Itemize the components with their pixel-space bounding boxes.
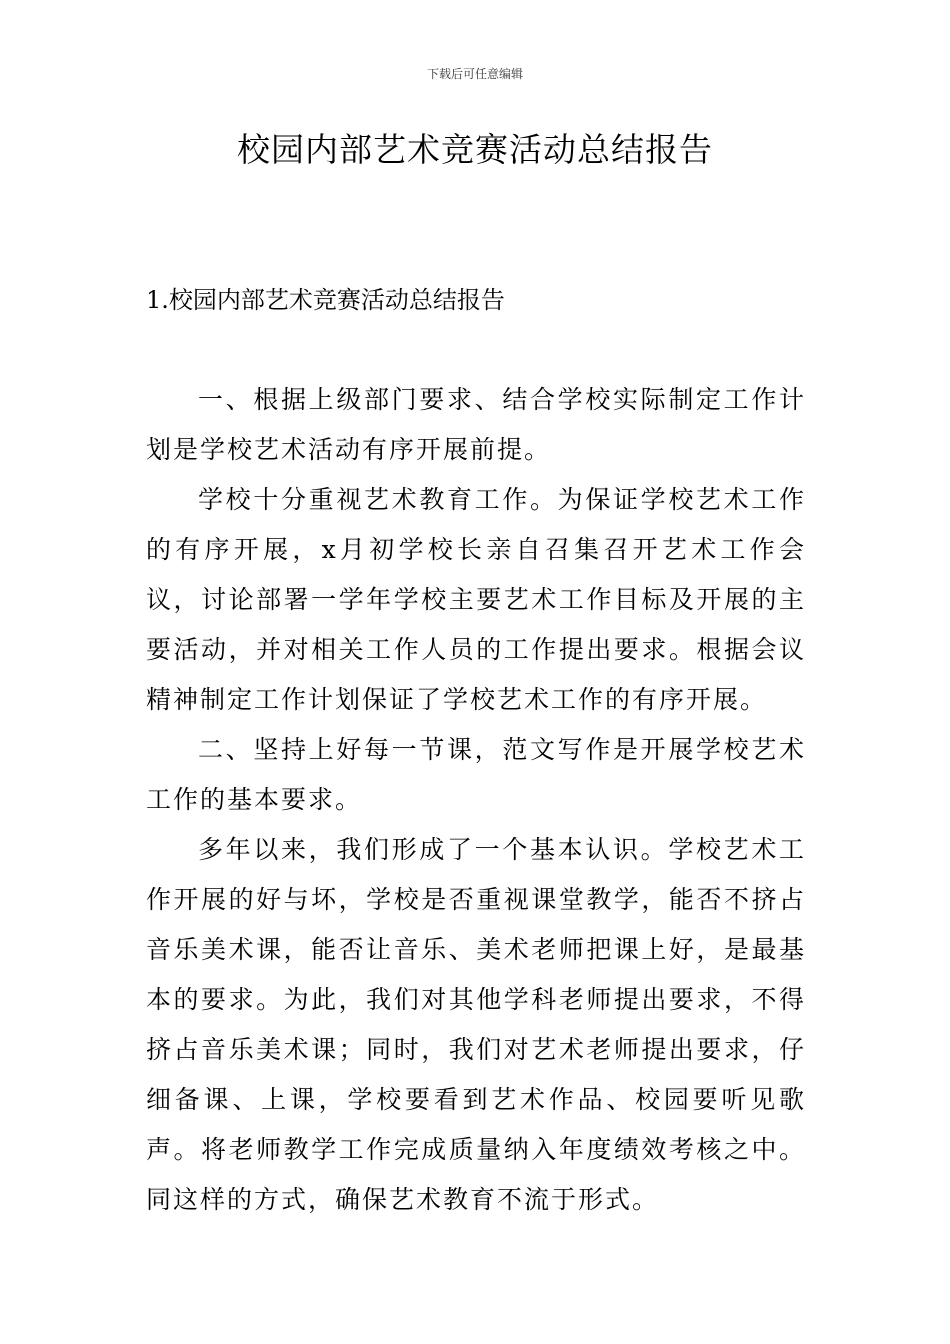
document-title: 校园内部艺术竞赛活动总结报告 (237, 130, 713, 169)
paragraph-1: 一、根据上级部门要求、结合学校实际制定工作计划是学校艺术活动有序开展前提。 (146, 385, 806, 464)
section-heading: 1.校园内部艺术竞赛活动总结报告 (146, 286, 505, 314)
paragraph-3: 二、坚持上好每一节课，范文写作是开展学校艺术工作的基本要求。 (146, 735, 806, 814)
paragraph-4: 多年以来，我们形成了一个基本认识。学校艺术工作开展的好与坏，学校是否重视课堂教学，能否不挤占音乐美术课，能否让音乐、美术老师把课上好，是最基本的要求。为此，我们对其他学科老师提出要求，不得挤占音乐美术课；同时，我们对艺术老师提出要求，仔细备课、上课，学校要看到艺术作品、校园要听见歌声。将老师教学工作完成质量纳入年度绩效考核之中。同这样的方式，确保艺术教育不流于形式。 (146, 835, 806, 1214)
header-note: 下载后可任意编辑 (426, 67, 523, 81)
paragraph-2: 学校十分重视艺术教育工作。为保证学校艺术工作的有序开展，x月初学校长亲自召集召开艺术工作会议，讨论部署一学年学校主要艺术工作目标及开展的主要活动，并对相关工作人员的工作提出要求。根据会议精神制定工作计划保证了学校艺术工作的有序开展。 (146, 485, 806, 714)
body-text (146, 375, 806, 1225)
